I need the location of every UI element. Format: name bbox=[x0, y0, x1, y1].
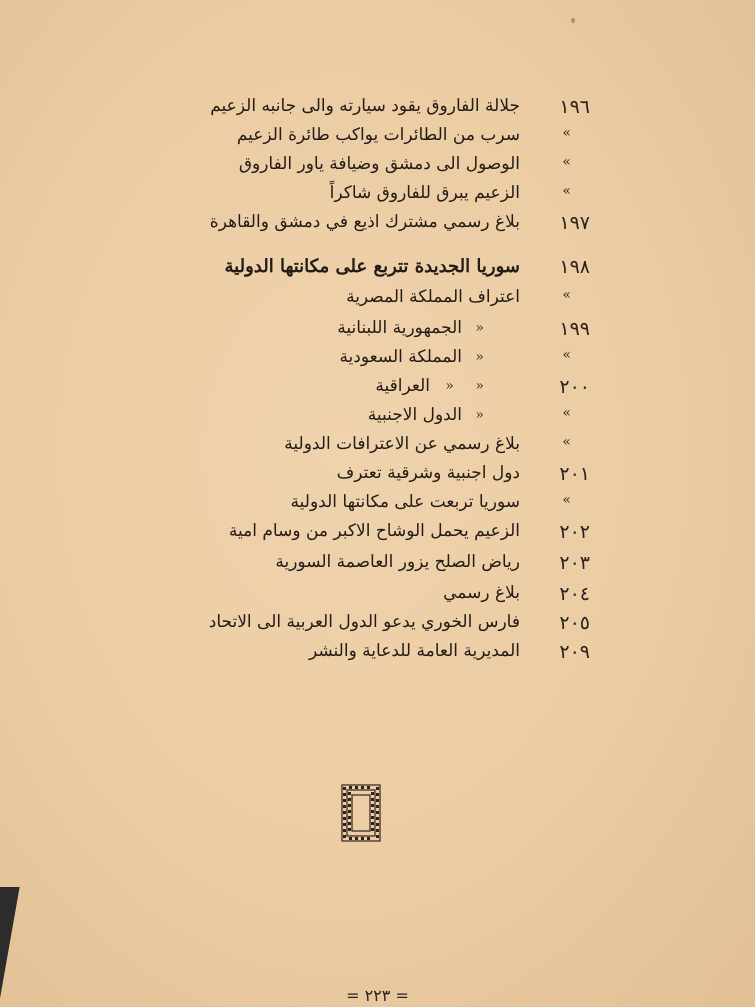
toc-title-ditto: » bbox=[475, 320, 484, 336]
toc-entry-title: بلاغ رسمي مشترك اذيع في دمشق والقاهرة bbox=[209, 212, 520, 232]
toc-entry-title: الزعيم يبرق للفاروق شاكراً bbox=[329, 183, 520, 203]
toc-page-ditto: » bbox=[562, 434, 572, 450]
toc-row bbox=[180, 583, 600, 611]
toc-entry-title: اعتراف المملكة المصرية bbox=[346, 287, 520, 307]
toc-row bbox=[180, 125, 600, 153]
toc-entry-title: بلاغ رسمي bbox=[443, 583, 520, 603]
toc-page-number: ١٩٦ bbox=[559, 96, 590, 118]
toc-row bbox=[180, 612, 600, 640]
toc-row bbox=[180, 318, 600, 346]
toc-row bbox=[180, 183, 600, 211]
toc-page-number: ١٩٧ bbox=[559, 212, 590, 234]
toc-row bbox=[180, 212, 600, 240]
toc-row bbox=[180, 405, 600, 433]
toc-entry-title: العراقية bbox=[375, 376, 430, 396]
toc-page-ditto: » bbox=[562, 125, 572, 141]
toc-row bbox=[180, 287, 600, 315]
toc-page-number: ١٩٨ bbox=[559, 256, 590, 278]
toc-title-ditto: » bbox=[475, 378, 484, 394]
toc-page-ditto: » bbox=[562, 154, 572, 170]
toc-page-ditto: » bbox=[562, 287, 572, 303]
toc-entry-title: المديرية العامة للدعاية والنشر bbox=[308, 641, 520, 661]
toc-row bbox=[180, 521, 600, 549]
toc-entry-title: سرب من الطائرات يواكب طائرة الزعيم bbox=[236, 125, 520, 145]
toc-entry-title: سوريا تربعت على مكانتها الدولية bbox=[290, 492, 520, 512]
toc-row bbox=[180, 552, 600, 580]
toc-page-number: ٢٠٠ bbox=[559, 376, 590, 398]
toc-entry-title: الدول الاجنبية bbox=[367, 405, 462, 425]
toc-section-heading: سوريا الجديدة تتربع على مكانتها الدولية bbox=[224, 256, 520, 277]
toc-row bbox=[180, 492, 600, 520]
toc-row bbox=[180, 434, 600, 462]
toc-entry-title: فارس الخوري يدعو الدول العربية الى الاتحاد bbox=[208, 612, 520, 632]
toc-title-ditto: » bbox=[445, 378, 454, 394]
toc-entry-title: الزعيم يحمل الوشاح الاكبر من وسام امية bbox=[228, 521, 520, 541]
toc-entry-title: بلاغ رسمي عن الاعترافات الدولية bbox=[284, 434, 520, 454]
book-edge-shadow bbox=[0, 887, 22, 1007]
toc-page-number: ٢٠٩ bbox=[559, 641, 590, 663]
toc-page-number: ٢٠٢ bbox=[559, 521, 590, 543]
page-folio: = ٢٢٣ = bbox=[346, 986, 409, 1005]
toc-row bbox=[180, 256, 600, 284]
toc-page-number: ١٩٩ bbox=[559, 318, 590, 340]
toc-row bbox=[180, 154, 600, 182]
toc-entry-title: الوصول الى دمشق وضيافة ياور الفاروق bbox=[238, 154, 520, 174]
toc-title-ditto: » bbox=[475, 407, 484, 423]
toc-entry-title: الجمهورية اللبنانية bbox=[337, 318, 462, 338]
toc-row bbox=[180, 347, 600, 375]
toc-row bbox=[180, 641, 600, 669]
toc-page-ditto: » bbox=[562, 405, 572, 421]
decorative-ornament-icon bbox=[340, 783, 382, 843]
toc-entry-title: المملكة السعودية bbox=[339, 347, 462, 367]
toc-page-number: ٢٠١ bbox=[559, 463, 590, 485]
toc-page-ditto: » bbox=[562, 183, 572, 199]
toc-title-ditto: » bbox=[475, 349, 484, 365]
toc-row bbox=[180, 376, 600, 404]
toc-row bbox=[180, 96, 600, 124]
toc-entry-title: دول اجنبية وشرقية تعترف bbox=[336, 463, 520, 483]
toc-page-number: ٢٠٣ bbox=[559, 552, 590, 574]
toc-page-number: ٢٠٥ bbox=[559, 612, 590, 634]
toc-page-ditto: » bbox=[562, 347, 572, 363]
toc-page-ditto: » bbox=[562, 492, 572, 508]
toc-page-number: ٢٠٤ bbox=[559, 583, 590, 605]
toc-entry-title: رياض الصلح يزور العاصمة السورية bbox=[275, 552, 520, 572]
toc-entry-title: جلالة الفاروق يقود سيارته والى جانبه الزعيم bbox=[210, 96, 520, 116]
toc-row bbox=[180, 463, 600, 491]
